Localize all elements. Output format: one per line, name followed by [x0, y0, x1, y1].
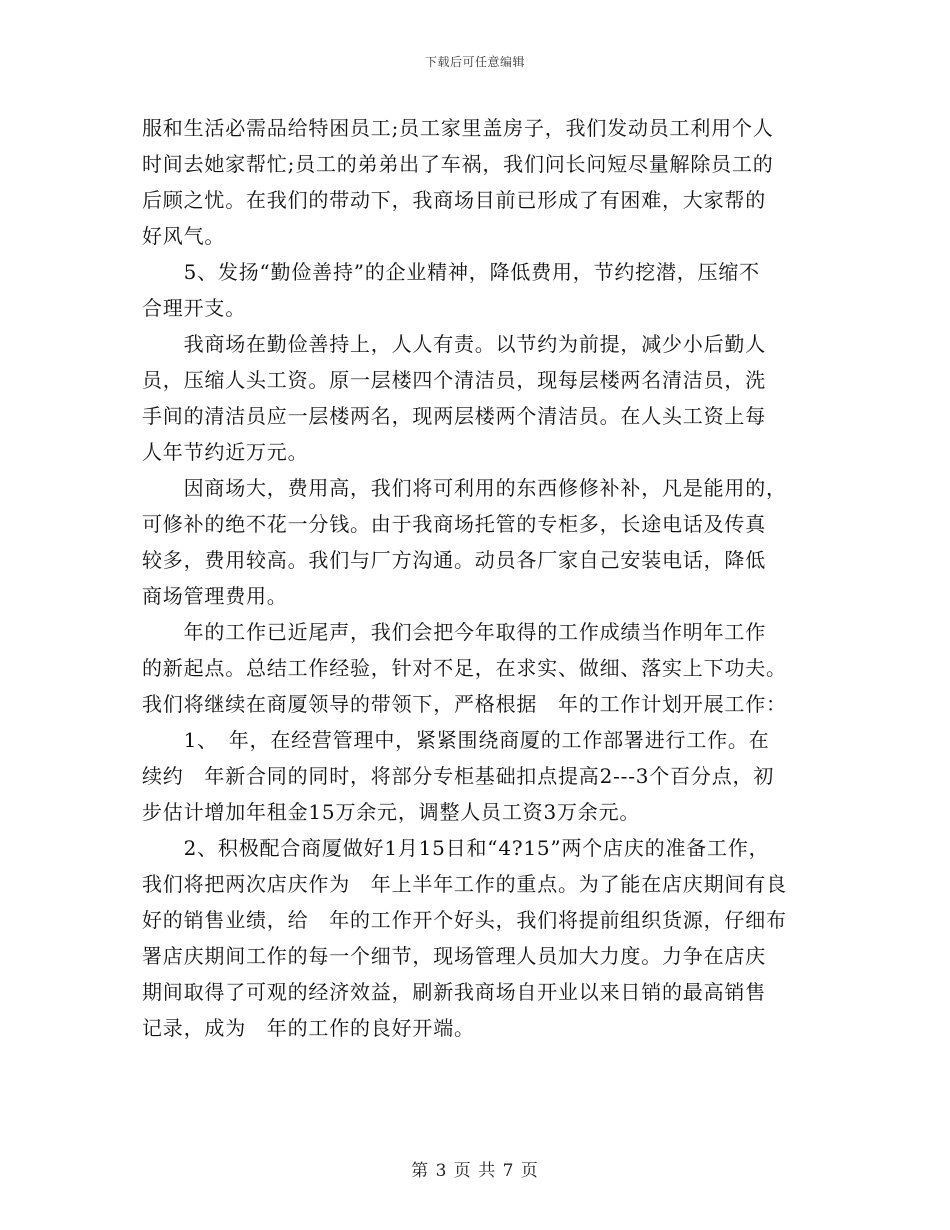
body-line: 1、 年，在经营管理中，紧紧围绕商厦的工作部署进行工作。在 [142, 728, 770, 752]
body-line: 后顾之忧。在我们的带动下，我商场目前已形成了有困难，大家帮的 [142, 188, 766, 212]
body-line: 2、积极配合商厦做好1月15日和“4?15”两个店庆的准备工作， [142, 836, 770, 860]
page-number-footer: 第 3 页 共 7 页 [411, 1161, 539, 1181]
body-line: 员，压缩人头工资。原一层楼四个清洁员，现每层楼两名清洁员，洗 [142, 368, 766, 392]
body-line: 手间的清洁员应一层楼两名，现两层楼两个清洁员。在人头工资上每 [142, 404, 766, 428]
body-line: 服和生活必需品给特困员工;员工家里盖房子，我们发动员工利用个人 [142, 116, 774, 140]
body-line: 续约 年新合同的同时，将部分专柜基础扣点提高2---3个百分点，初 [142, 764, 775, 788]
body-line: 5、发扬“勤俭善持”的企业精神，降低费用，节约挖潜，压缩不 [142, 260, 760, 284]
body-line: 署店庆期间工作的每一个细节，现场管理人员加大力度。力争在店庆 [142, 944, 766, 968]
body-line: 期间取得了可观的经济效益，刷新我商场自开业以来日销的最高销售 [142, 980, 766, 1004]
body-line: 好的销售业绩，给 年的工作开个好头，我们将提前组织货源，仔细布 [142, 908, 787, 932]
body-line: 较多，费用较高。我们与厂方沟通。动员各厂家自己安装电话，降低 [142, 548, 766, 572]
body-line: 好风气。 [142, 224, 226, 248]
body-line: 商场管理费用。 [142, 584, 288, 608]
body-line: 的新起点。总结工作经验，针对不足，在求实、做细、落实上下功夫。 [142, 656, 787, 680]
body-line: 步估计增加年租金15万余元，调整人员工资3万余元。 [142, 800, 641, 824]
body-line: 年的工作已近尾声，我们会把今年取得的工作成绩当作明年工作 [142, 620, 766, 644]
page-header: 下载后可任意编辑 [424, 55, 525, 69]
body-line: 时间去她家帮忙;员工的弟弟出了车祸，我们问长问短尽量解除员工的 [142, 152, 774, 176]
document-body [142, 110, 807, 1046]
body-line: 我们将继续在商厦领导的带领下，严格根据 年的工作计划开展工作： [142, 692, 787, 716]
body-line: 人年节约近万元。 [142, 440, 309, 464]
body-line: 合理开支。 [142, 296, 246, 320]
body-line: 记录，成为 年的工作的良好开端。 [142, 1016, 475, 1040]
body-line: 因商场大，费用高，我们将可利用的东西修修补补，凡是能用的， [142, 476, 787, 500]
body-line: 我们将把两次店庆作为 年上半年工作的重点。为了能在店庆期间有良 [142, 872, 787, 896]
body-line: 可修补的绝不花一分钱。由于我商场托管的专柜多，长途电话及传真 [142, 512, 766, 536]
body-line: 我商场在勤俭善持上，人人有责。以节约为前提，减少小后勤人 [142, 332, 766, 356]
